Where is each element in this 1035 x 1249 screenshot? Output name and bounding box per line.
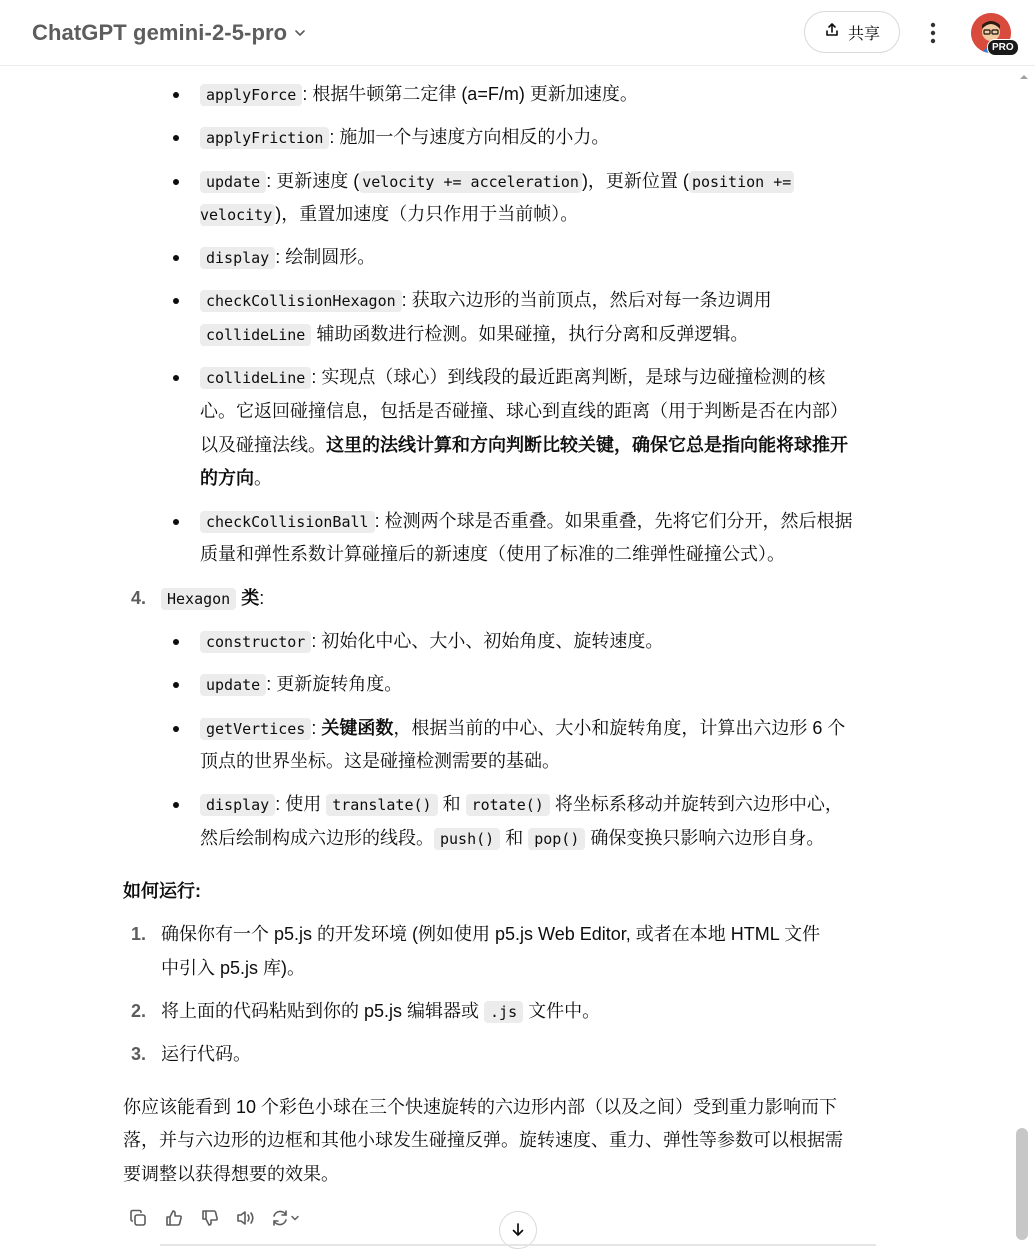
bullet	[173, 255, 179, 261]
bold-text: 类	[241, 588, 260, 608]
inline-code: collideLine	[200, 324, 311, 346]
bad-response-button[interactable]	[192, 1203, 228, 1233]
scrollbar-thumb[interactable]	[1016, 1128, 1028, 1240]
item-text: : 根据牛顿第二定律 (a=F/m) 更新加速度。	[302, 84, 638, 104]
list-item-continued	[200, 466, 272, 490]
inline-code: applyForce	[200, 84, 302, 106]
more-options-button[interactable]	[914, 14, 952, 52]
list-item-continued	[200, 542, 785, 566]
bold-text: 这里的法线计算和方向判断比较关键，确保它总是指向能将球推开	[326, 435, 848, 455]
message-content	[0, 66, 1015, 1246]
item-text: 辅助函数进行检测。如果碰撞，执行分离和反弹逻辑。	[311, 324, 749, 344]
share-label: 共享	[847, 25, 880, 43]
inline-code: push()	[434, 828, 500, 850]
list-number: 2.	[131, 1001, 147, 1021]
item-text: 以及碰撞法线。	[200, 435, 326, 455]
list-item-continued	[200, 322, 748, 347]
bullet	[173, 179, 179, 185]
bullet	[173, 726, 179, 732]
section-heading: 如何运行:	[123, 881, 201, 901]
item-text: 和	[500, 828, 529, 848]
item-text: 将上面的代码粘贴到你的 p5.js 编辑器或	[161, 1001, 485, 1021]
regenerate-button[interactable]	[264, 1203, 306, 1233]
bullet	[173, 639, 179, 645]
item-text: : 施加一个与速度方向相反的小力。	[329, 127, 610, 147]
list-item-continued	[200, 826, 824, 851]
list-item-continued	[200, 399, 848, 423]
item-text: ，根据当前的中心、大小和旋转角度，计算出六边形 6 个	[393, 718, 846, 738]
inline-code: Hexagon	[161, 588, 236, 610]
refresh-icon	[270, 1208, 290, 1228]
list-item	[200, 125, 609, 150]
inline-code: applyFriction	[200, 127, 329, 149]
scrollbar[interactable]	[1015, 66, 1035, 1246]
bullet	[173, 135, 179, 141]
list-item: 运行代码。	[161, 1044, 251, 1064]
inline-code: constructor	[200, 631, 311, 653]
top-bar	[0, 0, 1035, 66]
list-item	[200, 672, 402, 697]
item-text: 心。它返回碰撞信息，包括是否碰撞、球心到直线的距离（用于判断是否在内部）	[200, 401, 848, 421]
inline-code: display	[200, 794, 275, 816]
bullet	[173, 298, 179, 304]
share-button[interactable]	[804, 11, 900, 53]
list-item	[200, 509, 853, 534]
list-item-continued	[200, 749, 560, 773]
thumbs-down-icon	[200, 1208, 220, 1228]
list-item: 确保你有一个 p5.js 的开发环境 (例如使用 p5.js Web Editor, 或者在本地 HTML 文件	[161, 924, 821, 944]
pro-badge: PRO	[987, 39, 1019, 56]
message-actions	[120, 1203, 306, 1233]
chevron-down-icon	[293, 26, 307, 40]
list-number: 3.	[131, 1044, 147, 1064]
inline-code: velocity += acceleration	[359, 171, 582, 193]
bullet	[173, 375, 179, 381]
item-text: 。	[254, 468, 272, 488]
list-item	[200, 629, 663, 654]
list-number: 4.	[131, 588, 147, 608]
inline-code: velocity	[200, 204, 275, 226]
item-text: :	[259, 588, 265, 608]
inline-code: pop()	[528, 828, 585, 850]
model-selector[interactable]	[22, 14, 317, 52]
bullet	[173, 682, 179, 688]
inline-code: position +=	[689, 171, 794, 193]
list-item-continued: 中引入 p5.js 库)。	[161, 958, 306, 978]
list-number: 1.	[131, 924, 147, 944]
item-text: 顶点的世界坐标。这是碰撞检测需要的基础。	[200, 751, 560, 771]
more-vertical-icon	[930, 22, 936, 44]
item-text: :	[311, 718, 322, 738]
item-text: : 绘制圆形。	[275, 247, 376, 267]
item-text: : 更新速度 (	[266, 171, 360, 191]
thumbs-up-icon	[164, 1208, 184, 1228]
inline-code: update	[200, 171, 266, 193]
paragraph-line: 落，并与六边形的边框和其他小球发生碰撞反弹。旋转速度、重力、弹性等参数可以根据需	[123, 1130, 843, 1150]
inline-code: checkCollisionHexagon	[200, 290, 402, 312]
model-title: ChatGPT gemini-2-5-pro	[32, 20, 288, 45]
inline-code: getVertices	[200, 718, 311, 740]
list-item-continued	[200, 433, 848, 457]
item-text: 质量和弹性系数计算碰撞后的新速度（使用了标准的二维弹性碰撞公式）。	[200, 544, 785, 564]
inline-code: translate()	[326, 794, 437, 816]
list-item	[200, 82, 638, 107]
list-item-continued	[200, 202, 578, 227]
item-text: : 初始化中心、大小、初始角度、旋转速度。	[311, 631, 664, 651]
copy-icon	[128, 1208, 148, 1228]
list-item	[200, 365, 825, 390]
item-text: 然后绘制构成六边形的线段。	[200, 828, 434, 848]
item-text: 将坐标系移动并旋转到六边形中心，	[549, 794, 843, 814]
item-text: : 检测两个球是否重叠。如果重叠，先将它们分开，然后根据	[374, 511, 853, 531]
inline-code: checkCollisionBall	[200, 511, 375, 533]
inline-code: collideLine	[200, 367, 311, 389]
read-aloud-button[interactable]	[228, 1203, 264, 1233]
bullet	[173, 519, 179, 525]
arrow-down-icon	[510, 1222, 526, 1238]
inline-code: update	[200, 674, 266, 696]
list-item	[161, 586, 264, 611]
bold-text: 关键函数	[321, 718, 394, 738]
bullet	[173, 802, 179, 808]
chevron-down-icon	[290, 1213, 300, 1223]
item-text: 和	[437, 794, 466, 814]
item-text: )，更新位置 (	[581, 171, 689, 191]
list-item	[200, 716, 845, 741]
item-text: : 更新旋转角度。	[266, 674, 403, 694]
item-text: )，重置加速度（力只作用于当前帧）。	[275, 204, 579, 224]
speaker-icon	[235, 1208, 257, 1228]
paragraph-line: 要调整以获得想要的效果。	[123, 1164, 339, 1184]
list-item	[161, 999, 600, 1024]
user-avatar[interactable]	[971, 13, 1014, 53]
share-icon	[824, 22, 840, 43]
good-response-button[interactable]	[156, 1203, 192, 1233]
list-item	[200, 792, 843, 817]
bold-text: 的方向	[200, 468, 254, 488]
item-text: : 实现点（球心）到线段的最近距离判断，是球与边碰撞检测的核	[311, 367, 826, 387]
list-item	[200, 169, 794, 194]
item-text: : 使用	[275, 794, 327, 814]
inline-code: rotate()	[466, 794, 550, 816]
bullet	[173, 92, 179, 98]
inline-code: display	[200, 247, 275, 269]
item-text: : 获取六边形的当前顶点，然后对每一条边调用	[401, 290, 772, 310]
list-item	[200, 245, 375, 270]
paragraph-line: 你应该能看到 10 个彩色小球在三个快速旋转的六边形内部（以及之间）受到重力影响而下	[123, 1097, 838, 1117]
copy-button[interactable]	[120, 1203, 156, 1233]
scroll-up-arrow-icon[interactable]	[1019, 72, 1029, 82]
list-item	[200, 288, 772, 313]
inline-code: .js	[484, 1001, 523, 1023]
item-text: 确保变换只影响六边形自身。	[585, 828, 825, 848]
item-text: 文件中。	[523, 1001, 601, 1021]
